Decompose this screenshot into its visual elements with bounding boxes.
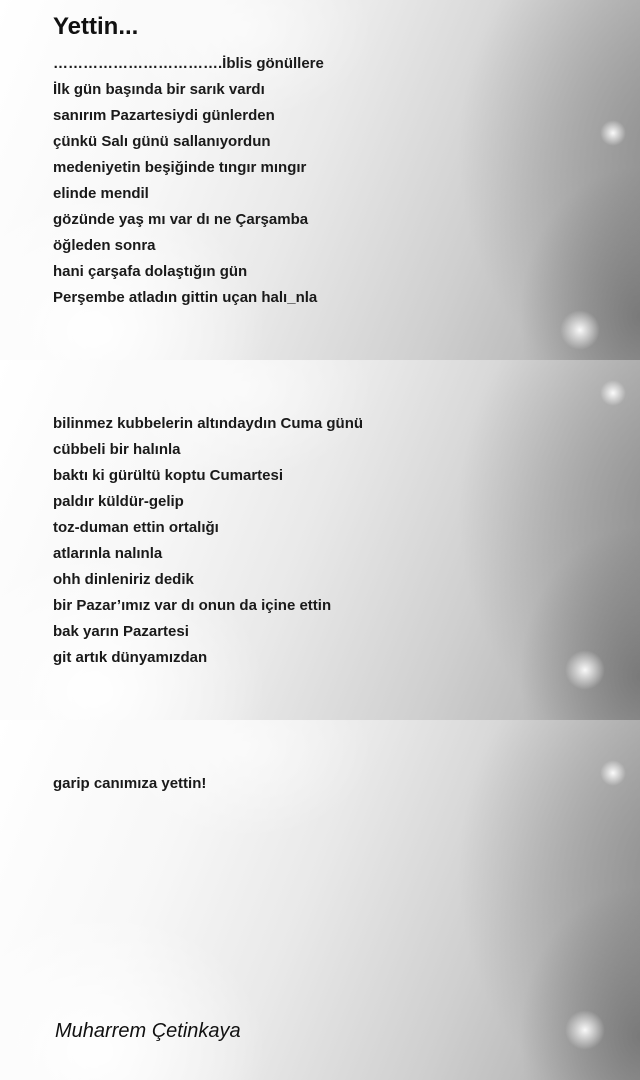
poem-author: Muharrem Çetinkaya bbox=[55, 1020, 241, 1042]
poem-line: ohh dinleniriz dedik bbox=[53, 571, 194, 588]
poem-panel-1 bbox=[0, 0, 640, 360]
poem-line: Perşembe atladın gittin uçan halı_nla bbox=[53, 289, 318, 306]
poem-line: bak yarın Pazartesi bbox=[53, 623, 189, 640]
poem-panel-3 bbox=[0, 720, 640, 1080]
poem-line: bilinmez kubbelerin altındaydın Cuma günü bbox=[53, 415, 364, 432]
poem-line: …………………………….İblis gönüllere bbox=[53, 55, 324, 72]
sparkle-decoration bbox=[600, 380, 626, 406]
poem-line: git artık dünyamızdan bbox=[53, 649, 208, 666]
poem-panel-2 bbox=[0, 360, 640, 720]
poem-line: paldır küldür-gelip bbox=[53, 493, 184, 510]
sparkle-decoration bbox=[560, 310, 600, 350]
stanza-3 bbox=[53, 771, 206, 797]
stanza-2 bbox=[53, 411, 363, 671]
poem-line: medeniyetin beşiğinde tıngır mıngır bbox=[53, 159, 307, 176]
sparkle-decoration bbox=[600, 760, 626, 786]
poem-line: elinde mendil bbox=[53, 185, 149, 202]
poem-line: atlarınla nalınla bbox=[53, 545, 163, 562]
sparkle-decoration bbox=[565, 650, 605, 690]
poem-line: garip canımıza yettin! bbox=[53, 775, 207, 792]
stanza-1 bbox=[53, 51, 324, 311]
poem-line: sanırım Pazartesiydi günlerden bbox=[53, 107, 275, 124]
poem-title: Yettin... bbox=[53, 13, 139, 40]
poem-line: hani çarşafa dolaştığın gün bbox=[53, 263, 248, 280]
poem-line: baktı ki gürültü koptu Cumartesi bbox=[53, 467, 284, 484]
poem-line: çünkü Salı günü sallanıyordun bbox=[53, 133, 271, 150]
poem-line: bir Pazar’ımız var dı onun da içine ettin bbox=[53, 597, 332, 614]
poem-line: İlk gün başında bir sarık vardı bbox=[53, 81, 265, 98]
poem-line: gözünde yaş mı var dı ne Çarşamba bbox=[53, 211, 309, 228]
sparkle-decoration bbox=[565, 1010, 605, 1050]
poem-line: toz-duman ettin ortalığı bbox=[53, 519, 219, 536]
poem-line: öğleden sonra bbox=[53, 237, 156, 254]
sparkle-decoration bbox=[600, 120, 626, 146]
poem-line: cübbeli bir halınla bbox=[53, 441, 181, 458]
